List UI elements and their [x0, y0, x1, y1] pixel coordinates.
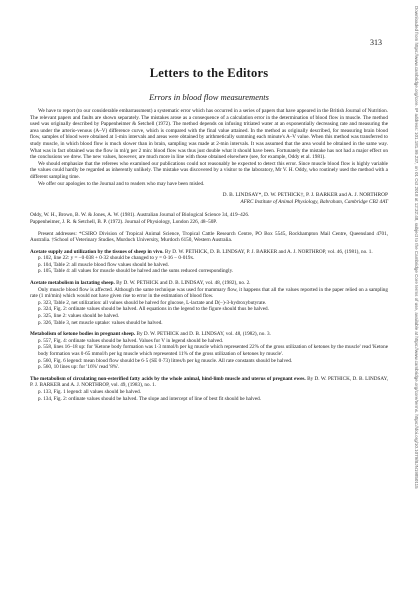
letter-paragraph: We should emphasize that the referees who examined our publications could not reasonably be expected to detect this error. Since muscle blood flow is highly variable the values could hardly be regarded as inherently unlikely. The mistake was discovered by a visitor to the laboratory, Mr V. H. Oddy, who routinely used the method with a different sampling time.: [30, 160, 388, 180]
erratum-block: [30, 280, 388, 326]
present-addresses-note: Present addresses: *CSIRO Division of Tropical Animal Science, Tropical Cattle Research Centre, PO Box 5545, Rockhampton Mail Centre, Queensland 4701, Australia. †School of Veterinary Studies, Murdoch University, Murdoch 6150, Western Australia.: [30, 230, 388, 244]
erratum-line: p. 557, Fig. 4: ordinate values should be halved. Values for V in legend should be halved.: [38, 337, 224, 344]
erratum-line: p. 325, line 2: values should be halved.: [38, 313, 119, 320]
reference-list: [30, 212, 388, 225]
erratum-title: The metabolism of circulating non-esterified fatty acids by the whole animal, hind-limb muscle and uterus of pregnant ewes.: [30, 375, 306, 382]
erratum-citation: By D. W. PETHICK and D. B. LINDSAY, vol. 48, (1982), no. 2.: [116, 280, 251, 287]
erratum-line: p. 324, Fig. 2: ordinate values should be halved. All equations in the legend to the figure should thus be halved.: [38, 306, 269, 313]
erratum-title: Metabolism of ketone bodies in pregnant sheep.: [30, 331, 136, 338]
erratum-citation: By D. W. PETHICK, D. B. LINDSAY, P. J. BARKER and A. J. NORTHROP, vol. 46, (1981), no. 1.: [164, 248, 373, 255]
erratum-citation: By D. W. PETHICK, D. B. LINDSAY, P. J. BARKER and A. J. NORTHROP, vol. 49, (1983), no. 1.: [30, 375, 389, 389]
reference-item: Oddy, W. H., Brown, B. W. & Jones, A. W. (1981). Australian Journal of Biological Science 34, 419–426.: [30, 212, 250, 219]
erratum-line: p. 558, lines 16–18 up: for 'Ketone body formation was 1·3 mmol/h per kg muscle which represented 22% of the gross utilization of ketones by the muscle' read 'Ketone body formation was 0·65 mmol/h per kg muscle which represented 11% of the gross utilization of ketones by muscle'.: [38, 344, 388, 357]
erratum-line: p. 560, Fig. 6 legend: mean blood flow should be 6·5 (SE 0·73) litres/h per kg muscle. All rate constants should be halved.: [38, 357, 293, 364]
erratum-title: Acetate metabolism in lactating sheep.: [30, 280, 115, 287]
erratum-citation: By D. W. PETHICK and D. B. LINDSAY, vol. 48, (1982), no. 3.: [136, 331, 271, 338]
author-signature: D. B. LINDSAY*, D. W. PETHICK†, P. J. BARKER and A. J. NORTHROP: [222, 192, 388, 199]
letter-title: Errors in blood flow measurements: [149, 92, 269, 102]
erratum-intro: Only muscle blood flow is affected. Although the same technique was used for mammary flow, it happens that all the values reported in the paper relied on a sampling rate (1 ml/min) which would not have given rise to error in the estimation of blood flow.: [30, 286, 388, 300]
erratum-line: p. 134, Fig. 2: ordinate values should be halved. The slope and intercept of line of best fit should be halved.: [38, 395, 262, 402]
erratum-line: p. 560, 10 lines up: for '16%' read '8%'.: [38, 364, 120, 371]
erratum-line: p. 105, Table 4: all values for muscle should be halved and the sums reduced correspondingly.: [38, 268, 234, 275]
author-affiliation: AFRC Institute of Animal Physiology, Babraham, Cambridge CB2 4AT: [240, 198, 388, 205]
section-heading: Letters to the Editors: [149, 66, 269, 80]
download-notice-sidebar: Downloaded from https://www.cambridge.org/core. IP address: 101.181.99.237, on 01 Oct 2018 at 12:32:48, subject to the Cambridge Core terms of use, available at https://www.cambridge.org/core/terms. https://doi.org/10.1079/BJN19850115: [414, 6, 419, 489]
erratum-line: p. 323, Table 2, net utilization: all values should be halved for glucose, L-lactate and D(−)-3-hydroxybutyrate.: [38, 299, 267, 306]
letter-paragraph: We offer our apologies to the Journal and to readers who may have been misled.: [38, 180, 205, 187]
erratum-title: Acetate supply and utilization by the tissues of sheep in vivo.: [30, 248, 164, 255]
erratum-block: [30, 249, 388, 275]
erratum-line: p. 104, Table 2: all muscle blood flow values should be halved.: [38, 261, 169, 268]
erratum-block: [30, 331, 388, 371]
letter-body: [30, 108, 388, 402]
erratum-line: p. 102, line 22: y = −0·038 + 0·32 should be changed to y = 0·16 − 0·019x.: [38, 255, 195, 262]
letter-paragraph: We have to report (to our considerable embarrassment) a systematic error which has occurred in a series of papers that have appeared in the British Journal of Nutrition. The relevant papers and faults are shown separately. The mistakes arose as a consequence of a calculation error in the determination of blood flow in muscle. The method used was originally described by Pappenheimer & Setchell (1972). The method depends on infusing tritiated water at an exponentially decreasing rate and measuring the area under the arterio-venous (A–V) difference curve, which is compared with the final value attained. In the method as originally described, for measuring brain blood flow, samples of blood were obtained at 1-min intervals and areas were obtained by arithmetically summing each minute's A–V value. When this method was transferred to study muscle, in which blood flow is much slower than in brain, sampling was made at 2-min intervals. It was assumed that the area would be obtained in the same way. What was in fact obtained was the flow in ml/g per 2 min: blood flow was thus just double what it should have been. Fortunately the mistake has not had a major effect on the conclusions we drew. The new values, however, are much more in line with those obtained elsewhere (see, for example, Oddy et al. 1981).: [30, 108, 388, 161]
erratum-line: p. 326, Table 3, net muscle uptake: values should be halved.: [38, 319, 163, 326]
page-number: 313: [370, 38, 382, 47]
erratum-block: [30, 376, 388, 402]
reference-item: Pappenheimer, J. R. & Setchell, B. P. (1972). Journal of Physiology, London 226, 48–50P.: [30, 218, 217, 225]
erratum-line: p. 133, Fig. 1 legend: all values should be halved.: [38, 388, 142, 395]
journal-page: [30, 0, 388, 600]
